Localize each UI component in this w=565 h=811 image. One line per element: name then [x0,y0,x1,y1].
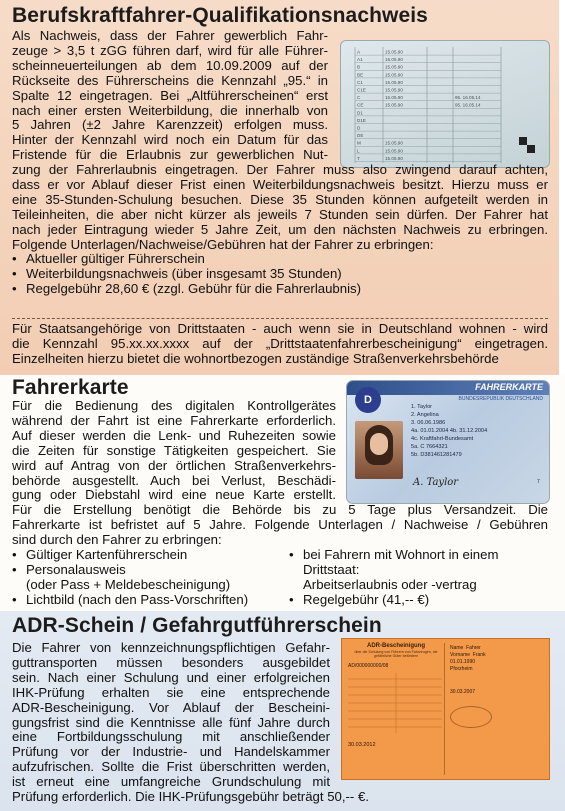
license-cell: 15.05.90 [385,140,403,146]
section-adr [0,611,565,811]
card-field: 4a. 01.01.2004 4b. 31.12.2004 [411,428,488,434]
section-title-driver-card: Fahrerkarte [12,376,129,399]
list-item: • Aktueller gültiger Führerschein [12,252,548,267]
license-cell: 15.05.90 [385,155,403,161]
text-line: nach einer ersten Weiterbildung, die innerhalb von [12,102,328,118]
text-line: zeuge > 3,5 t zGG führen darf, wird für alle Führer- [12,42,328,58]
list-item: • Regelgebühr (41,-- €) [289,593,549,608]
adr-issue-date: 30.03.2007 [450,689,476,695]
license-cell: L [357,148,360,154]
text-line: Fristende für die Erlaubnis zur gewerblichen Nut- [12,147,328,163]
card-side-number: 7 [537,479,540,485]
license-cell: A1 [357,57,363,63]
text-line: behörde ausgestellt. Auch bei Verlust, Beschädi- [12,472,336,488]
text-line: guttransporten müssen besonders ausgebildet [12,654,330,670]
card-field: 4c. Kraftfahrt-Bundesamt [411,436,474,442]
list-item-continuation: Drittstaat: [303,561,360,577]
section-driver-card [0,375,565,611]
adr-left-panel [348,643,445,775]
adr-number: AD/000000000/08 [348,662,389,669]
text-line: eine Fortbildungsschulung mit anschließender [12,729,330,745]
text-line: Rückseite des Führerscheins die Kennzahl „95.“ in [12,72,328,88]
license-cell: 15.05.90 [385,49,403,55]
qualification-text-narrow [12,29,328,163]
divider [12,318,548,319]
license-cell: M [357,140,361,146]
card-field: 3. 06.06.1986 [411,420,446,426]
driving-license-back-image [340,40,550,168]
card-signature: A. Taylor [413,477,459,488]
text-line: Für Staatsangehörige von Drittstaaten - auch wenn sie in Deutschland wohnen - wird [12,321,548,336]
license-cell: 15.05.90 [385,72,403,78]
text-line: Teileinheiten, die aber nicht kürzer als jeweils 7 Stunden sein dürfen. Der Fahrer hat [12,206,548,222]
card-subheader: BUNDESREPUBLIK DEUTSCHLAND [458,396,543,402]
card-field: 2. Angelina [411,412,439,418]
list-item: • Gültiger Kartenführerschein [12,548,282,563]
driver-card-list-left [12,548,282,608]
list-item-continuation: Arbeitserlaubnis oder -vertrag [303,576,477,592]
text-line: Für die Bedienung des digitalen Kontrollgerätes [12,398,336,413]
adr-place: Pforzheim [450,666,473,672]
text-line: Fahrerkarte ist befristet auf 5 Jahre. Folgende Unterlagen / Nachweise / Gebühren [12,516,548,532]
text-line: Für die Erstellung benötigt die Behörde bis zu 5 Tage plus Versandzeit. Die [12,502,548,517]
license-cell: 95. 16.05.14 [455,95,481,101]
text-line: sind durch den Fahrer zu erbringen: [12,531,222,547]
license-cell: 15.05.90 [385,148,403,154]
text-line: Prüfung vor der Industrie- und Handelskammer [12,744,330,760]
text-line: Prüfung erforderlich. Die IHK-Prüfungsgebühr beträgt 50,-- €. [12,789,369,805]
list-item: • Regelgebühr 28,60 € (zzgl. Gebühr für die Fahrerlaubnis) [12,282,548,297]
list-item: • bei Fahrern mit Wohnort in einem [289,548,549,563]
adr-heading: ADR-Bescheinigung [366,643,425,649]
text-line: Hinter der Kennzahl wird noch ein Datum für das [12,132,328,148]
driver-card-text-narrow [12,399,336,503]
license-cell: BE [357,72,364,78]
license-cell: 15.05.90 [385,102,403,108]
card-field: 1. Taylor [411,404,433,410]
text-line: Auf dieser werden die Lenk- und Ruhezeiten sowie [12,427,336,443]
list-item-continuation: (oder Pass + Meldebescheinigung) [26,576,231,592]
list-item: • Lichtbild (nach den Pass-Vorschriften) [12,593,282,608]
license-cell: D1E [357,117,366,123]
driver-card-text-wide [12,503,548,548]
text-line: während der Fahrt ist eine Fahrerkarte erforderlich. [12,412,336,428]
adr-birthdate: 01.01.1990 [450,659,476,665]
card-field: 5b. D381461281479 [411,452,462,458]
text-line: aufzufrischen. Sollte die Frist überschritten werden, [12,759,330,775]
adr-vorname-label: Vorname [450,652,471,658]
adr-certificate-image [341,638,550,780]
adr-name-value: Fahrer [466,645,481,651]
text-line: gungsfrist sind die Kenntnisse alle fünf Jahre durch [12,714,330,730]
section-qualification [0,0,565,375]
text-line: Folgende Unterlagen/Nachweise/Gebühren hat der Fahrer zu erbringen: [12,236,434,252]
license-cell: 15.05.90 [385,87,403,93]
adr-stamp-icon [450,706,492,728]
driver-card-list-right [289,548,549,608]
license-cell: DE [357,133,364,139]
adr-valid-until: 30.03.2012 [348,741,376,748]
eu-country-icon: D [355,387,381,413]
text-line: IHK-Prüfung erhalten sie eine entsprechende [12,684,330,700]
license-cell: C1E [357,87,366,93]
license-cell: A [357,49,361,55]
text-line: Spalte 12 eingetragen. Bei „Altführerscheinen“ erst [12,87,328,103]
text-line: Als Nachweis, dass der Fahrer gewerblich Fahr- [12,28,328,43]
third-country-note [12,322,548,367]
text-line: nach jeder Eintragung wieder 5 Jahre Zeit, um den nächsten Nachweis zu erbringen. [12,221,548,237]
section-title-adr: ADR-Schein / Gefahrgutführerschein [12,614,382,637]
qualification-requirements-list [12,252,548,297]
license-cell: 95. 16.05.14 [455,102,481,108]
text-line: die Zeiten für sonstige Tätigkeiten gespeichert. Sie [12,442,336,458]
license-cell: 15.05.90 [385,57,403,63]
card-field: 5a. C 7664321 [411,444,448,450]
adr-vorname-value: Frank [472,652,486,658]
license-cell: C [357,95,361,101]
driver-card-image [346,380,550,504]
text-line: eine 35-Stunden-Schulung besuchen. Diese 35 Stunden können aufgeteilt werden in [12,191,548,207]
license-cell: 15.05.90 [385,64,403,70]
text-line: Die Fahrer von kennzeichnungspflichtigen Gefahr- [12,640,330,655]
list-item: • Personalausweis [12,563,282,578]
license-cell: CE [357,102,364,108]
text-line: zung der Fahrerlaubnis eingetragen. Der Fahrer muss also zwingend darauf achten, [12,162,548,177]
text-line: ist erneut eine umfangreiche Grundschulung mit [12,774,330,790]
license-cell: 15.05.90 [385,79,403,85]
text-line: die Kennzahl 95.xx.xx.xxxx auf der „Drittstaatenfahrerbescheinigung“ eingetragen. [12,335,548,351]
license-cell: D1 [357,110,363,116]
text-line: wird auf Antrag von der örtlichen Straßenverkehrs- [12,457,336,473]
qualification-text-wide [12,163,548,297]
license-cell: 15.05.90 [385,95,403,101]
text-line: dass er vor Ablauf dieser Frist einen Weiterbildungsnachweis besitzt. Hierzu muss er [12,176,548,192]
license-cell: B [357,64,361,70]
section-title-qualification: Berufskraftfahrer-Qualifikationsnachweis [12,4,428,27]
license-grid [341,41,549,167]
license-cell: D [357,125,361,131]
text-line: scheinneuerteilungen ab dem 10.09.2009 auf der [12,57,328,73]
driver-photo [355,421,403,479]
adr-form-lines [348,673,442,733]
card-fields [411,403,487,459]
adr-right-panel [450,645,545,728]
adr-subheading: über die Schulung von Führern von Fahrzeugen, die gefährliche Güter befördern [354,650,438,659]
license-cell: T [357,155,360,161]
list-item: • Weiterbildungsnachweis (über insgesamt 35 Stunden) [12,267,548,282]
card-header: FAHRERKARTE [475,382,543,392]
adr-name-label: Name [450,645,464,651]
license-cell: C1 [357,79,363,85]
text-line: Einzelheiten hierzu bietet die wohnortbezogen zuständige Straßenverkehrsbehörde [12,350,499,366]
text-line: 5 Jahren (±2 Jahre Karenzzeit) erfolgen muss. [12,117,328,133]
text-line: gung oder Diebstahl wird eine neue Karte erstellt. [12,487,336,503]
text-line: ADR-Bescheinigung. Vor Ablauf der Bescheini- [12,699,330,715]
text-line: sein. Nach einer Schulung und einer erfolgreichen [12,669,330,685]
